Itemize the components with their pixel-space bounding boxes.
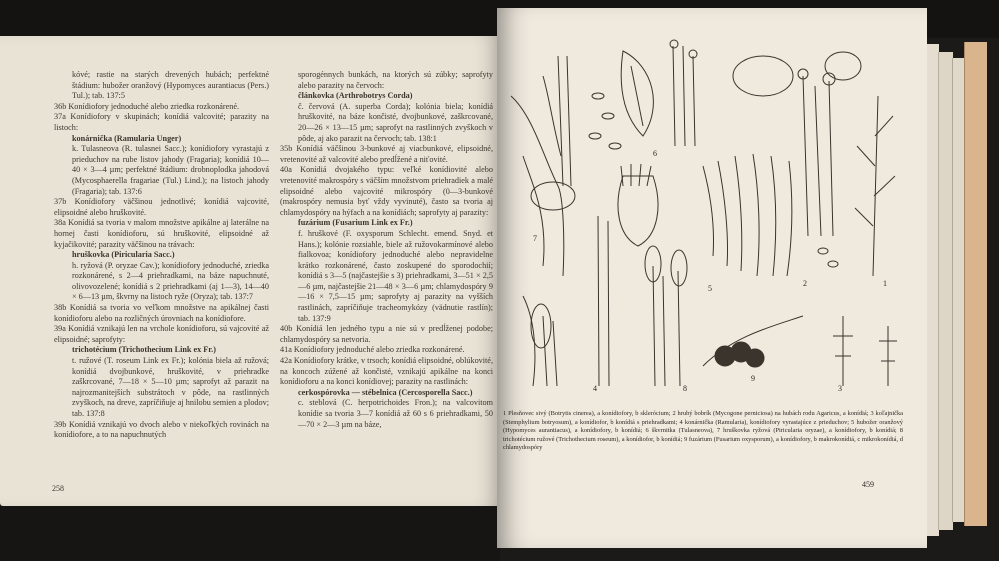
left-text-column-2 (280, 70, 493, 430)
text-paragraph: h. ryžová (P. oryzae Cav.); konídiofory jednoduché, zriedka rozkonárené, s 2—4 priehradkami, na báze napuchnuté, olivovozelené; konídiá s 2 priehradkami (aj 1—3), 14—40 × 6—13 µm, škvrny na listoch ryže (Oryza); tab. 137:7 (72, 260, 269, 302)
plate-label: 3 (838, 384, 842, 393)
page-edge (938, 52, 953, 530)
text-paragraph: 38b Konídiá sa tvoria vo veľkom množstve na apikálnej časti konídioforu alebo na rozličných úrovniach na konídiofore. (54, 303, 269, 323)
plate-label: 2 (803, 279, 807, 288)
text-paragraph: kóvé; rastie na starých drevených hubách; perfektné štádium: hubožer oranžový (Hypomyces aurantiacus (Pers.) Tul.); tab. 137:5 (72, 70, 269, 101)
text-paragraph: t. ružové (T. roseum Link ex Fr.); kolónia biela až ružová; konídiá dvojbunkové, hruškovité, v priehradke zaškrcované, 7—18 × 5—10 µm; saprofyt až parazit na najrozmanitejších substrátoch v pôde, na rastlinných zvyškoch, na dreve, zapríčiňuje aj hnilobu semien a plodov; tab. 137:8 (72, 356, 269, 418)
text-paragraph: 39a Konídiá vznikajú len na vrchole konídioforu, sú vajcovité až elipsoidné; saprofyty: (54, 324, 269, 344)
plate-label: 8 (683, 384, 687, 393)
book-cover-edge (964, 42, 987, 526)
text-paragraph: 35b Konídiá väčšinou 3-bunkové aj viacbunkové, elipsoidné, vretenovité až valcovité alebo predĺžené a niťovité. (280, 144, 493, 164)
dark-background-bottom (0, 506, 500, 561)
text-paragraph: 40a Konídiá dvojakého typu: veľké konídiovité alebo vretenovité makrospóry s väčším množstvom priehradiek a malé elipsoidné alebo vajcovité mikrospóry (0—3-bunkové (makrospóry nemusia byť vždy vyvinuté), často sa tvoria aj chlamydospóry na hýfach a na konídiách; saprofyty aj parazity: (280, 165, 493, 217)
plate-label: 9 (751, 374, 755, 383)
text-paragraph: konárnička (Ramularia Unger) (72, 133, 182, 143)
left-text-column-1 (54, 70, 269, 441)
text-paragraph: 37a Konídiofory v skupinách; konídiá valcovité; parazity na listoch: (54, 112, 269, 132)
plate-caption: 1 Plesňovec sivý (Botrytis cinerea), a konídiofory, b sklerócium; 2 hrubý bobrík (Mycogone perniciosa) na hubách rodu Agaricus, a konídiá; 3 koľajnička (Stemphylium botryosum), a konídiofor, b konídiá s priehradkami; 4 konárnička (Ramularia), konídiofory vyrastajúce z prieduchov; 5 hubožer oranžový (Hypomyces aurantiacus), a konídiofory, b konídiá; 6 škvrnitka (Tulasneova), 7 hruškovka ryžová (Piricularia oryzae), a konídiofory, b konídiá; 8 trichotécium ružové (Trichothecium roseum), a konídiofor, b konídiá; 9 fuzárium (Fusarium oxysporum), a konídiofory, b makrokonídiá, c mikrokonídiá, d chlamydospóry (503, 410, 903, 452)
page-number-right: 459 (862, 480, 874, 489)
text-paragraph: 42a Konídiofory krátke, v trsoch; konídiá elipsoidné, oblúkovité, na koncoch zúžené až končisté, vznikajú apikálne na konci konídioforu a na konci konídiovej; parazity na rastlinách: (280, 356, 493, 387)
text-paragraph: c. steblová (C. herpotrichoides Fron.); na valcovitom konídie sa tvoria 3—7 konídiá až 60 s 6 priehradkami, 50—70 × 2—3 µm na báze, (298, 398, 493, 429)
botanical-plate-illustration (503, 36, 919, 406)
plate-label: 6 (653, 149, 657, 158)
text-paragraph: č. červová (A. superba Corda); kolónia biela; konídiá hruškovité, na báze končisté, dvojbunkové, zaškrcované, 20—26 × 13—15 µm; saprofyt na rastlinných zvyškoch v pôde, aj ako parazit na červoch; tab. 138:1 (298, 101, 493, 143)
text-paragraph: k. Tulasneova (R. tulasnei Sacc.); konídiofory vyrastajú z prieduchov na rube listov jahody (Fragaria); konídiá 10—40 × 3—4 µm; perfektné štádium: drobnoplodka jahodová (Mycosphaerella fragariae (Tul.) Lind.); na listoch jahody (Fragaria); tab. 137:6 (72, 144, 269, 196)
page-number-left: 258 (52, 484, 64, 493)
text-paragraph: článkovka (Arthrobotrys Corda) (298, 91, 413, 101)
text-paragraph: sporogénnych bunkách, na ktorých sú zúbky; saprofyty alebo parazity na červoch: (298, 70, 493, 90)
text-paragraph: f. hruškové (F. oxysporum Schlecht. emend. Snyd. et Hans.); kolónie rozsiahle, biele až ružovokarmínové alebo fialkovoa; konídiofory jednoduché alebo nepravidelne krátko rozkonárené, často zoskupené do sporodochií; konídiá s 3—5 (najčastejšie s 3) priehradkami, 3—51 × 2,5—6 µm, najčastejšie 21—48 × 3—6 µm; chlamydospóry 9—16 × 7,5—15 µm; saprofyty aj parazity na vyšších rastlinách, zapríčiňuje tracheomykózy (vädnutie rastlín); tab. 137:9 (298, 228, 493, 323)
text-paragraph: 40b Konídiá len jedného typu a nie sú v predĺženej podobe; chlamydospóry sa netvoria. (280, 324, 493, 344)
plate-label: 1 (883, 279, 887, 288)
plate-label: 7 (533, 234, 537, 243)
text-paragraph: trichotécium (Trichothecium Link ex Fr.) (72, 345, 216, 355)
plate-label: 5 (708, 284, 712, 293)
text-paragraph: 38a Konídiá sa tvoria v malom množstve apikálne aj laterálne na hornej časti konídioforu, sú hruškovité, elipsoidné až kyjačikovité; parazity väčšinou na trávach: (54, 218, 269, 249)
text-paragraph: 36b Konídiofory jednoduché alebo zriedka rozkonárené. (54, 101, 240, 111)
text-paragraph: 39b Konídiá vznikajú vo dvoch alebo v niekoľkých rovinách na konídiofore, a to na napuchnutých (54, 419, 269, 440)
text-paragraph: 37b Konídiofory väčšinou jednotlivé; konídiá vajcovité, elipsoidné alebo hruškovité. (54, 197, 269, 217)
text-paragraph: fuzárium (Fusarium Link ex Fr.) (298, 218, 413, 228)
text-paragraph: hruškovka (Piricularia Sacc.) (72, 250, 175, 260)
text-paragraph: cerkospórovka — stébelnica (Cercosporella Sacc.) (298, 387, 473, 397)
text-paragraph: 41a Konídiofory jednoduché alebo zriedka rozkonárené. (280, 345, 465, 355)
plate-label: 4 (593, 384, 597, 393)
